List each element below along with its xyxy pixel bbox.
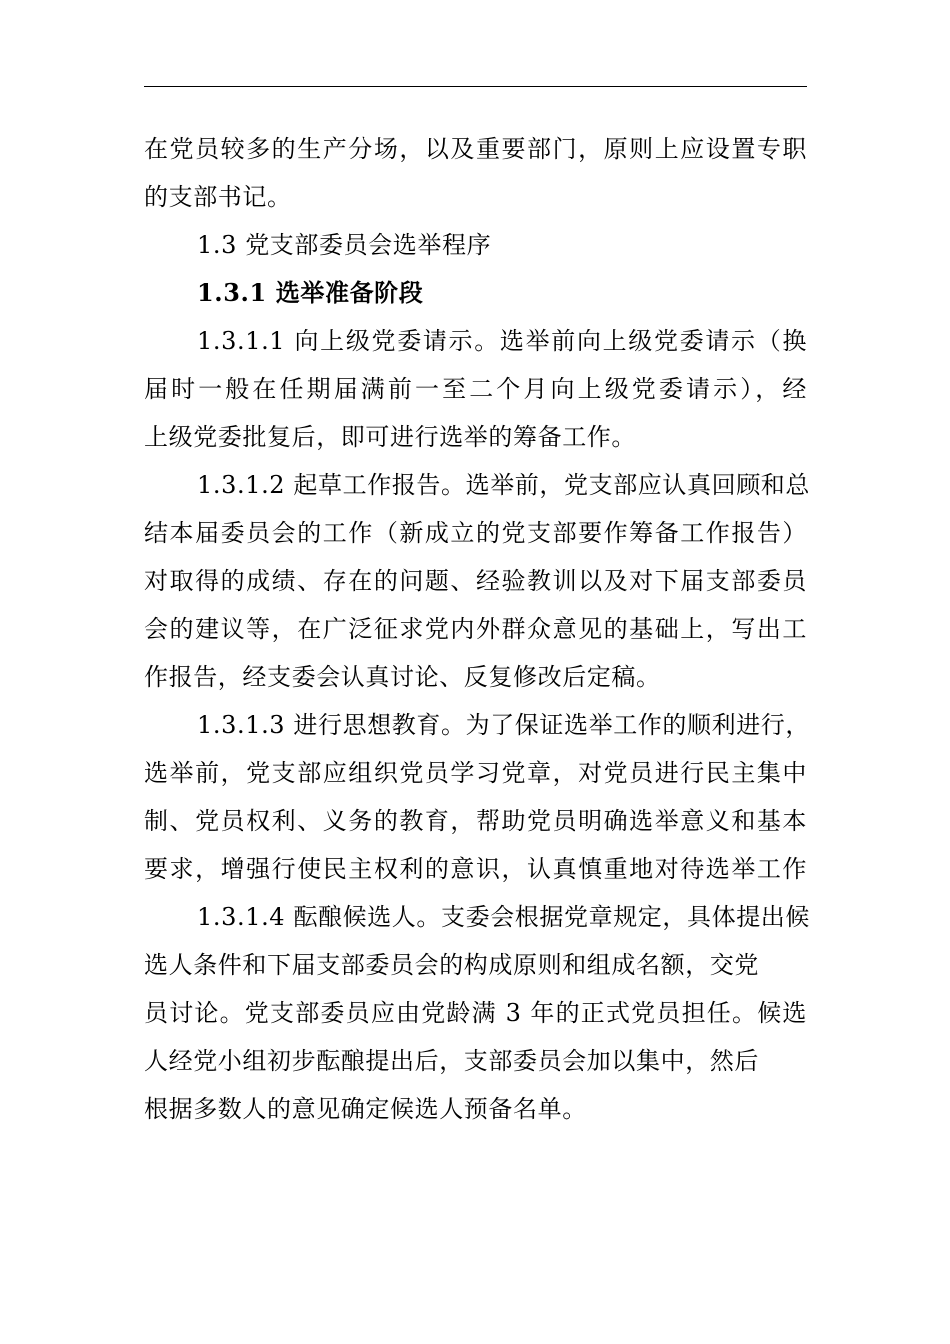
paragraph-line: 选举前，党支部应组织党员学习党章，对党员进行民主集中 <box>144 759 807 787</box>
paragraph-line: 人经党小组初步酝酿提出后，支部委员会加以集中，然后 <box>144 1047 759 1075</box>
paragraph-line: 上级党委批复后，即可进行选举的筹备工作。 <box>144 423 636 451</box>
paragraph-line: 1.3.1.4 酝酿候选人。支委会根据党章规定，具体提出候 <box>197 903 810 931</box>
paragraph-line: 1.3.1.2 起草工作报告。选举前，党支部应认真回顾和总 <box>197 471 810 499</box>
header-rule <box>144 86 807 87</box>
section-heading-1-3: 1.3 党支部委员会选举程序 <box>197 231 492 259</box>
paragraph-line: 选人条件和下届支部委员会的构成原则和组成名额，交党 <box>144 951 759 979</box>
paragraph-line: 制、党员权利、义务的教育，帮助党员明确选举意义和基本 <box>144 807 807 835</box>
paragraph-line: 对取得的成绩、存在的问题、经验教训以及对下届支部委员 <box>144 567 807 595</box>
paragraph-line: 1.3.1.3 进行思想教育。为了保证选举工作的顺利进行， <box>197 711 810 739</box>
paragraph-line: 的支部书记。 <box>144 183 292 211</box>
section-heading-1-3-1: 1.3.1 选举准备阶段 <box>197 278 424 307</box>
paragraph-line: 在党员较多的生产分场，以及重要部门，原则上应设置专职 <box>144 135 807 163</box>
paragraph-line: 届时一般在任期届满前一至二个月向上级党委请示），经 <box>144 375 807 403</box>
paragraph-line: 作报告，经支委会认真讨论、反复修改后定稿。 <box>144 663 661 691</box>
paragraph-line: 1.3.1.1 向上级党委请示。选举前向上级党委请示（换 <box>197 327 807 355</box>
paragraph-line: 员讨论。党支部委员应由党龄满 3 年的正式党员担任。候选 <box>144 999 807 1027</box>
document-body <box>144 125 810 1133</box>
paragraph-line: 根据多数人的意见确定候选人预备名单。 <box>144 1095 587 1123</box>
paragraph-line: 要求，增强行使民主权利的意识，认真慎重地对待选举工作 <box>144 855 807 883</box>
paragraph-line: 会的建议等，在广泛征求党内外群众意见的基础上，写出工 <box>144 615 807 643</box>
paragraph-line: 结本届委员会的工作（新成立的党支部要作筹备工作报告） <box>144 519 807 547</box>
